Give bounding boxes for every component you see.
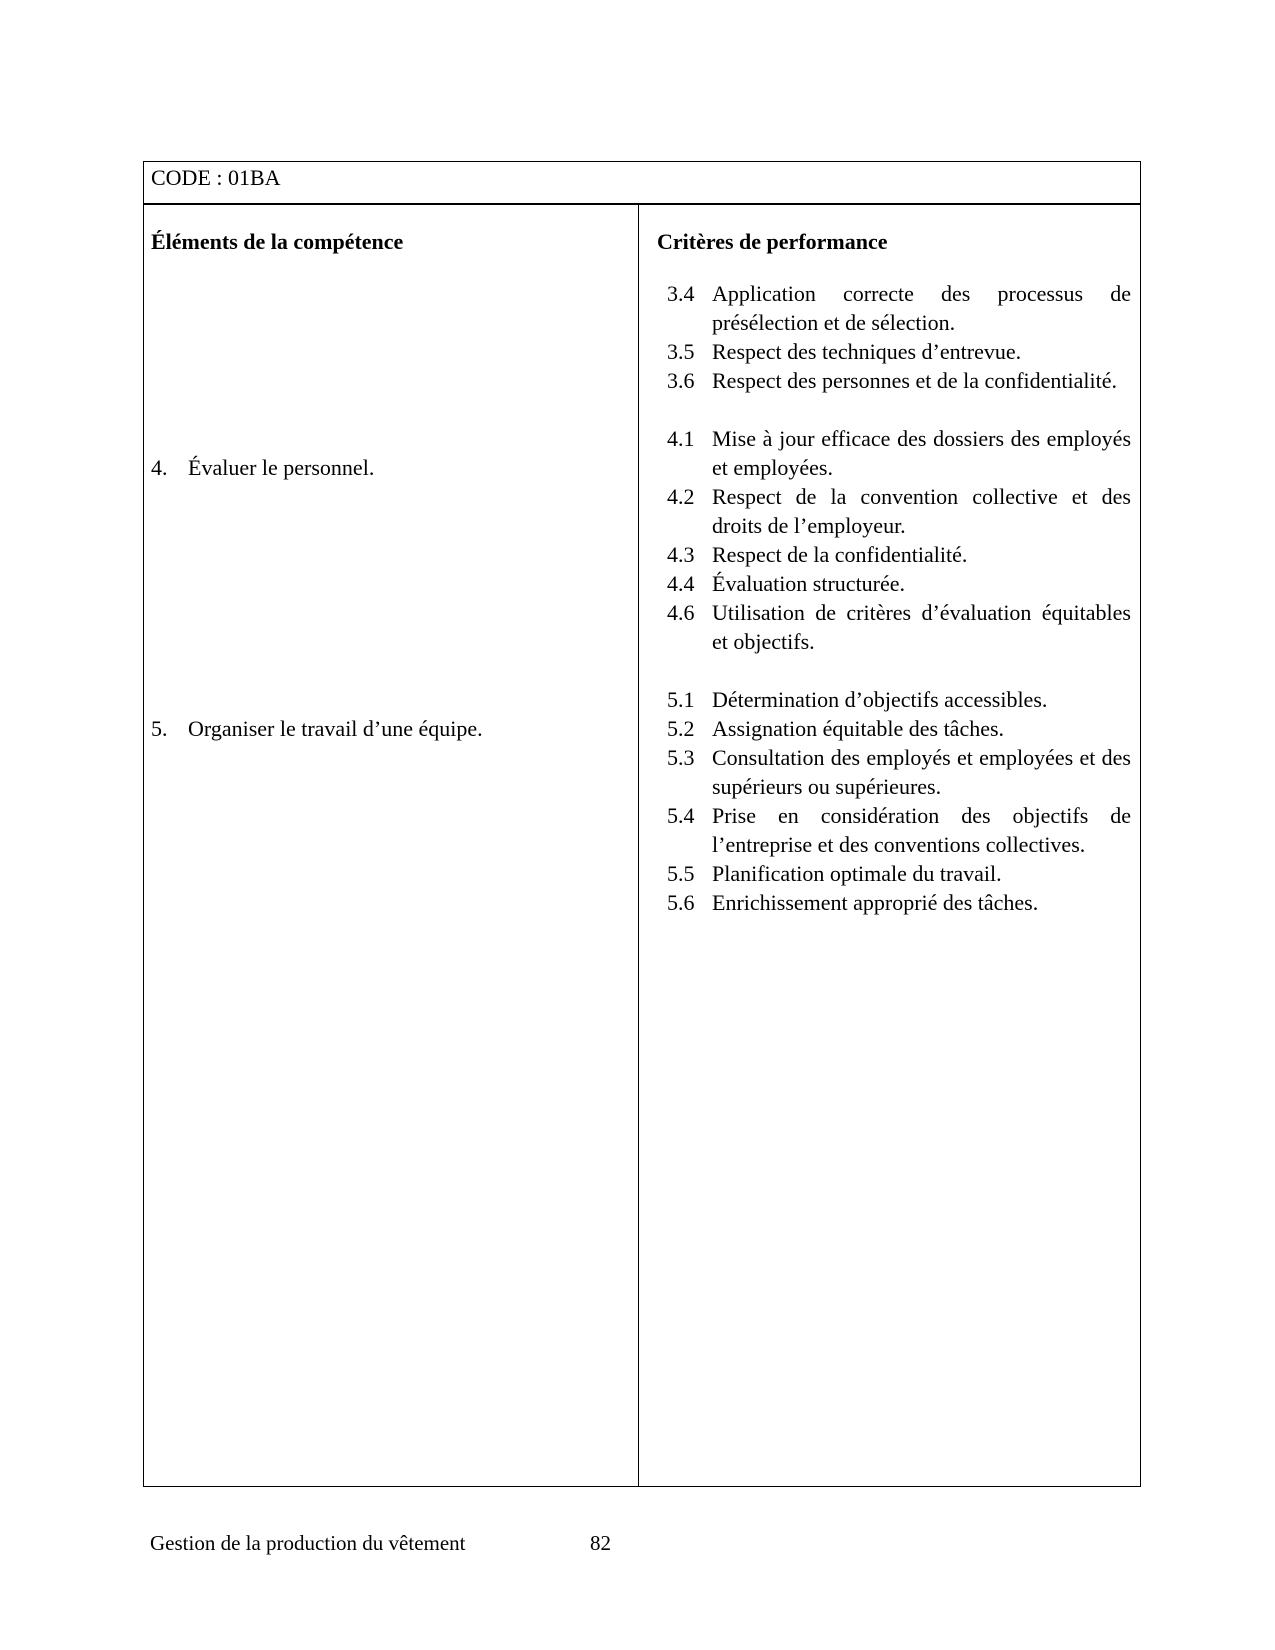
criterion-number: 5.5	[667, 861, 695, 886]
footer-title: Gestion de la production du vêtement	[150, 1531, 466, 1555]
criterion-number: 3.6	[667, 368, 695, 393]
criterion-item	[656, 801, 1131, 859]
criterion-text: Utilisation de critères d’évaluation équitables et objectifs.	[712, 600, 1131, 654]
criterion-item	[656, 685, 1131, 714]
criterion-item	[656, 337, 1131, 366]
spacer	[656, 395, 1131, 424]
criterion-text: Respect des personnes et de la confidentialité.	[712, 368, 1118, 393]
criterion-text: Enrichissement approprié des tâches.	[712, 890, 1039, 915]
spacer	[151, 424, 621, 453]
criterion-text: Respect de la confidentialité.	[712, 542, 968, 567]
element-block	[151, 714, 621, 975]
competency-table	[143, 161, 1141, 1487]
criterion-number: 4.6	[667, 600, 695, 625]
criterion-item	[656, 569, 1131, 598]
page-number: 82	[590, 1531, 611, 1555]
criterion-text: Planification optimale du travail.	[712, 861, 1002, 886]
element-item	[151, 714, 621, 743]
element-text: Organiser le travail d’une équipe.	[188, 716, 483, 741]
criterion-number: 4.1	[667, 426, 695, 451]
element-item	[151, 453, 621, 482]
criterion-number: 5.2	[667, 716, 695, 741]
criterion-text: Mise à jour efficace des dossiers des employés et employées.	[712, 426, 1131, 480]
criterion-number: 5.1	[667, 687, 695, 712]
criterion-number: 4.4	[667, 571, 695, 596]
criterion-item	[656, 888, 1131, 917]
criterion-number: 5.4	[667, 803, 695, 828]
elements-heading: Éléments de la compétence	[151, 229, 404, 254]
column-divider	[638, 205, 639, 1486]
criterion-text: Consultation des employés et employées et des supérieurs ou supérieures.	[712, 745, 1131, 799]
criterion-item	[656, 366, 1131, 395]
criterion-text: Respect des techniques d’entrevue.	[712, 339, 1022, 364]
criterion-text: Assignation équitable des tâches.	[712, 716, 1005, 741]
elements-column	[151, 279, 621, 975]
code-label: CODE : 01BA	[151, 165, 281, 190]
criterion-number: 5.3	[667, 745, 695, 770]
element-block	[151, 453, 621, 685]
criterion-text: Application correcte des processus de présélection et de sélection.	[712, 281, 1131, 335]
criterion-item	[656, 279, 1131, 337]
spacer	[151, 685, 621, 714]
criteria-column	[656, 279, 1131, 917]
criterion-text: Prise en considération des objectifs de l’entreprise et des conventions collectives.	[712, 803, 1131, 857]
criterion-number: 4.3	[667, 542, 695, 567]
criterion-number: 5.6	[667, 890, 695, 915]
criterion-item	[656, 424, 1131, 482]
criterion-text: Respect de la convention collective et des droits de l’employeur.	[712, 484, 1131, 538]
criterion-text: Évaluation structurée.	[712, 571, 906, 596]
criteria-heading: Critères de performance	[657, 229, 888, 254]
criterion-number: 3.5	[667, 339, 695, 364]
element-number: 5.	[151, 716, 168, 741]
element-block	[151, 279, 621, 424]
spacer	[656, 656, 1131, 685]
criterion-item	[656, 540, 1131, 569]
element-number: 4.	[151, 455, 168, 480]
criterion-item	[656, 714, 1131, 743]
code-row	[144, 162, 1140, 205]
criterion-number: 4.2	[667, 484, 695, 509]
criterion-item	[656, 598, 1131, 656]
element-text: Évaluer le personnel.	[188, 455, 375, 480]
criterion-text: Détermination d’objectifs accessibles.	[712, 687, 1048, 712]
criterion-number: 3.4	[667, 281, 695, 306]
criterion-item	[656, 482, 1131, 540]
criterion-item	[656, 859, 1131, 888]
criterion-item	[656, 743, 1131, 801]
